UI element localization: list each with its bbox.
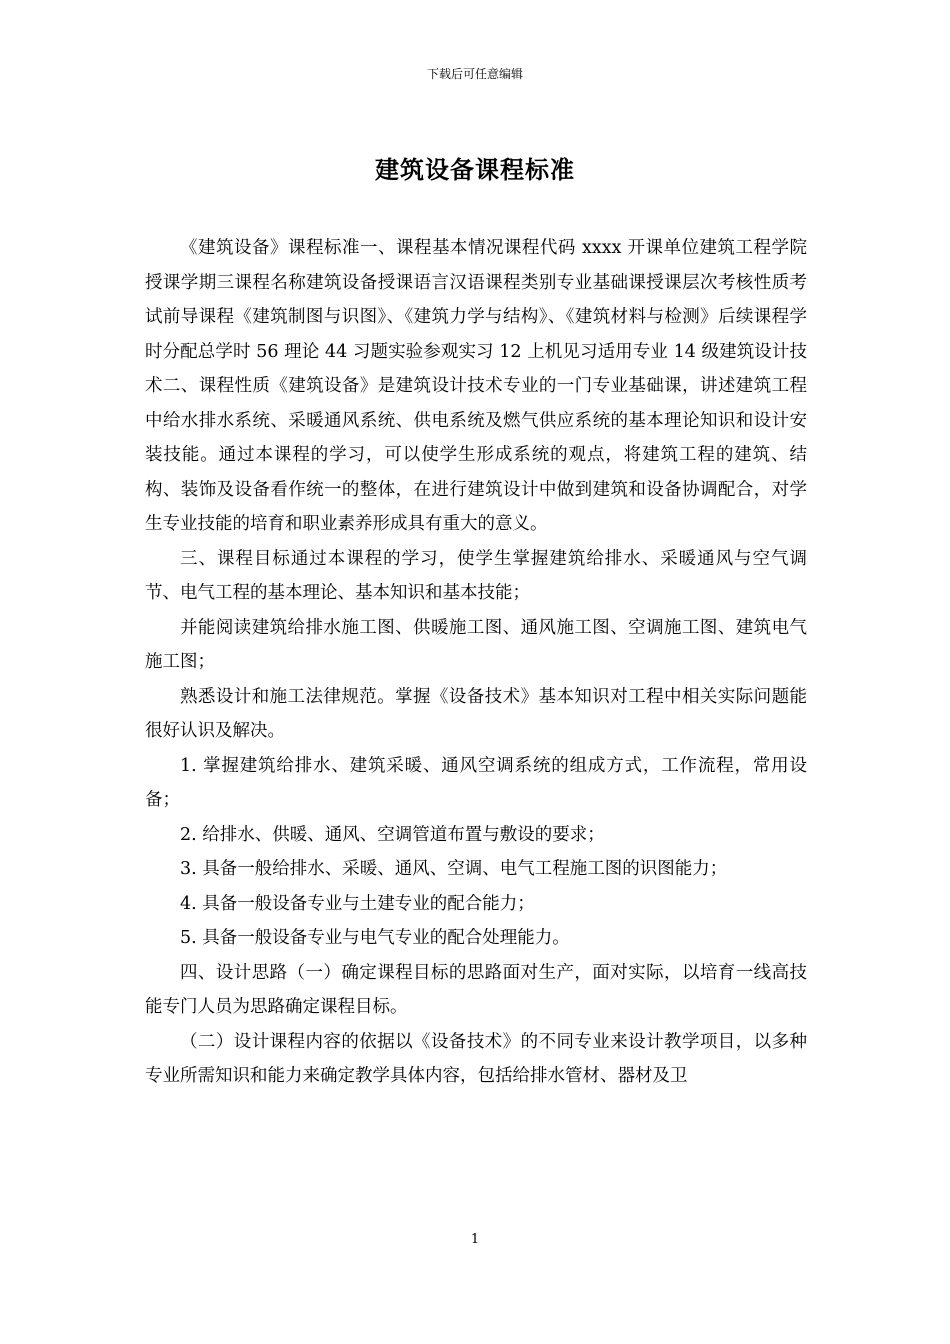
page-number: 1	[470, 1232, 480, 1247]
paragraph-course-objectives: 三、课程目标通过本课程的学习，使学生掌握建筑给排水、采暖通风与空气调节、电气工程的基本理论、基本知识和基本技能；	[145, 548, 807, 603]
paragraph-drawing-reading: 并能阅读建筑给排水施工图、供暖施工图、通风施工图、空调施工图、建筑电气施工图；	[145, 617, 807, 672]
paragraph-regulations: 熟悉设计和施工法律规范。掌握《设备技术》基本知识对工程中相关实际问题能很好认识及解决。	[145, 686, 807, 741]
document-title: 建筑设备课程标准	[375, 155, 575, 184]
paragraph-course-info: 《建筑设备》课程标准一、课程基本情况课程代码 xxxx 开课单位建筑工程学院授课学期三课程名称建筑设备授课语言汉语课程类别专业基础课授课层次考核性质考试前导课程《建筑制图与识图》、《建筑力学与结构》、《建筑材料与检测》后续课程学时分配总学时 56 理论 44 习题实验参观实习 12 上机见习适用专业 14 级建筑设计技术二、课程性质《建筑设备》是建筑设计技术专业的一门专业基础课，讲述建筑工程中给水排水系统、采暖通风系统、供电系统及燃气供应系统的基本理论知识和设计安装技能。通过本课程的学习，可以使学生形成系统的观点，将建筑工程的建筑、结构、装饰及设备看作统一的整体，在进行建筑设计中做到建筑和设备协调配合，对学生专业技能的培育和职业素养形成具有重大的意义。	[145, 238, 807, 534]
list-item-4: 4. 具备一般设备专业与土建专业的配合能力；	[180, 893, 535, 914]
header-note: 下载后可任意编辑	[426, 67, 523, 81]
list-item-5: 5. 具备一般设备专业与电气专业的配合处理能力。	[180, 928, 570, 948]
list-item-3: 3. 具备一般给排水、采暖、通风、空调、电气工程施工图的识图能力；	[180, 859, 728, 879]
list-item-1: 1. 掌握建筑给排水、建筑采暖、通风空调系统的组成方式，工作流程，常用设备；	[145, 755, 807, 810]
paragraph-design-approach: 四、设计思路（一）确定课程目标的思路面对生产，面对实际，以培育一线高技能专门人员为思路确定课程目标。	[145, 962, 807, 1017]
paragraph-content-basis: （二）设计课程内容的依据以《设备技术》的不同专业来设计教学项目，以多种专业所需知识和能力来确定教学具体内容，包括给排水管材、器材及卫	[145, 1031, 807, 1086]
document-body	[145, 231, 807, 1211]
list-item-2: 2. 给排水、供暖、通风、空调管道布置与敷设的要求；	[180, 824, 605, 845]
